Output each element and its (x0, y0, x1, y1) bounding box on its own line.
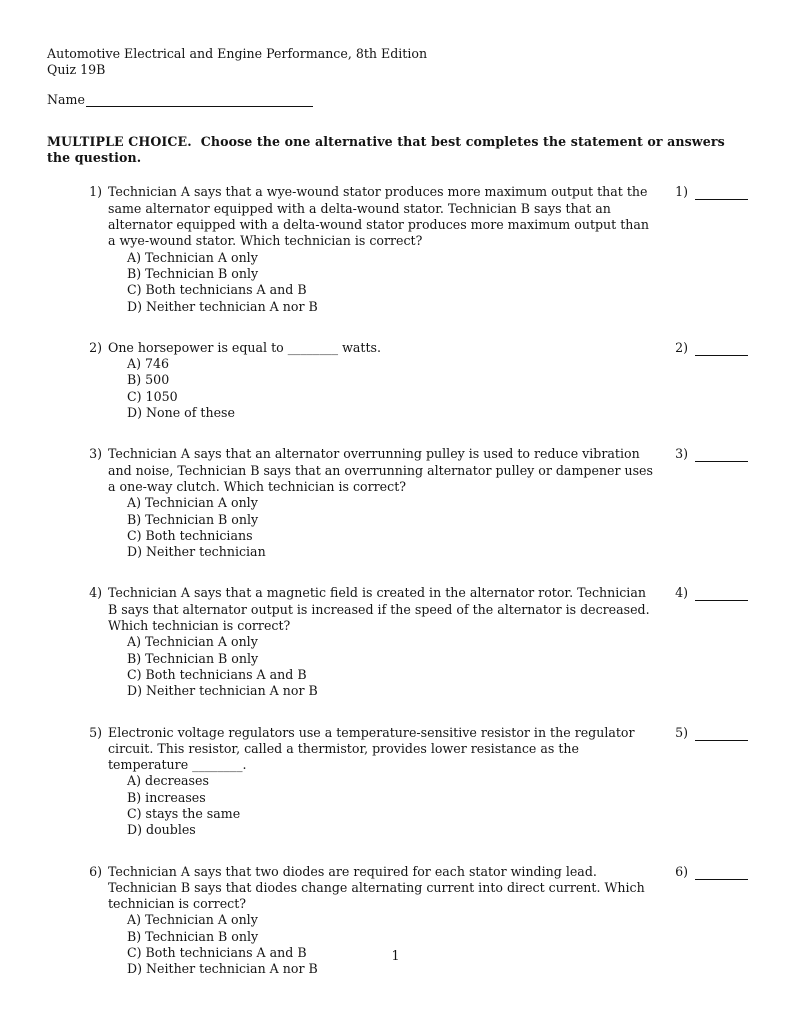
option-d: D) doubles (127, 822, 196, 838)
question-6-answer-slot (675, 864, 748, 880)
question-5-answer-slot (675, 725, 748, 741)
option-a: A) Technician A only (127, 249, 258, 265)
question-1-answer-slot (675, 184, 748, 200)
question-2-options (127, 356, 653, 421)
question-2-answer-slot (675, 340, 748, 356)
question-list (47, 184, 748, 977)
name-label: Name (47, 91, 85, 107)
question-2-body (108, 340, 653, 421)
option-a: A) Technician A only (127, 495, 258, 511)
option-b: B) increases (127, 789, 206, 805)
option-c: C) Both technicians (127, 527, 253, 543)
question-5-number: 5) (89, 724, 102, 740)
option-a: A) decreases (127, 773, 209, 789)
question-2 (47, 340, 748, 421)
question-3-main (88, 446, 653, 560)
question-2-number: 2) (89, 339, 102, 355)
answer-blank (695, 185, 748, 200)
answer-number: 5) (675, 724, 688, 740)
question-1-body (108, 184, 653, 314)
option-b: B) Technician B only (127, 511, 259, 527)
option-c: C) 1050 (127, 388, 178, 404)
answer-number: 2) (675, 339, 688, 355)
option-b: B) Technician B only (127, 928, 259, 944)
question-4-answer-slot (675, 585, 748, 601)
page-number: 1 (391, 948, 400, 963)
answer-blank (695, 865, 748, 880)
document-title: Automotive Electrical and Engine Performance, 8th Edition (47, 46, 428, 61)
question-3-text: Technician A says that an alternator overrunning pulley is used to reduce vibration and noise, Technician B says that an overrunning alternator pulley or dampener uses a one-way clutch. Which technician is correct? (108, 446, 653, 494)
option-c: C) Both technicians A and B (127, 945, 307, 961)
option-c: C) stays the same (127, 805, 241, 821)
question-4-text: Technician A says that a magnetic field is created in the alternator rotor. Technician B says that alternator output is increased if the speed of the alternator is decreased. Which technician is correct? (108, 585, 650, 634)
option-d: D) Neither technician (127, 544, 266, 560)
option-d: D) Neither technician A nor B (127, 961, 318, 977)
quiz-number: Quiz 19B (47, 62, 106, 78)
question-3-answer-slot (675, 446, 748, 462)
document-header (47, 46, 748, 79)
page-footer (0, 948, 791, 1024)
name-row (47, 92, 748, 108)
option-a: A) Technician A only (127, 634, 258, 650)
question-1-number: 1) (89, 184, 102, 200)
option-b: B) 500 (127, 372, 170, 388)
question-1 (47, 184, 748, 314)
question-2-main (88, 340, 653, 421)
option-c: C) Both technicians A and B (127, 282, 307, 298)
answer-number: 6) (675, 863, 688, 879)
option-d: D) Neither technician A nor B (127, 298, 318, 314)
name-blank (86, 92, 313, 107)
option-a: A) Technician A only (127, 912, 258, 928)
answer-blank (695, 341, 748, 356)
answer-blank (695, 726, 748, 741)
question-5-text: Electronic voltage regulators use a temperature-sensitive resistor in the regulator circuit. This resistor, called a thermistor, provides lower resistance as the temperature ________. (108, 724, 635, 773)
question-3-body (108, 446, 653, 560)
answer-number: 4) (675, 585, 688, 601)
question-6-text: Technician A says that two diodes are required for each stator winding lead. Technician B says that diodes change alternating current into direct current. Which technician is correct? (108, 863, 645, 912)
question-5-body (108, 725, 653, 839)
question-6-number: 6) (89, 863, 102, 879)
question-1-text: Technician A says that a wye-wound stator produces more maximum output that the same alternator equipped with a delta-wound stator. Technician B says that an alternator equipped with a delta-wound stator produces more maximum output than a wye-wound stator. Which technician is correct? (108, 184, 650, 249)
answer-number: 1) (675, 184, 688, 200)
question-1-options (127, 250, 653, 315)
question-1-main (88, 184, 653, 314)
answer-number: 3) (675, 446, 688, 462)
question-3 (47, 446, 748, 560)
instruction-text: Choose the one alternative that best completes the statement or answers the question. (47, 133, 725, 166)
question-4 (47, 585, 748, 699)
question-4-number: 4) (89, 585, 102, 601)
question-2-text: One horsepower is equal to ________ watts. (108, 339, 381, 355)
question-4-options (127, 634, 653, 699)
section-instruction (47, 134, 748, 167)
answer-blank (695, 447, 748, 462)
question-4-main (88, 585, 653, 699)
question-5-main (88, 725, 653, 839)
option-d: D) Neither technician A nor B (127, 683, 318, 699)
option-d: D) None of these (127, 405, 235, 421)
question-4-body (108, 585, 653, 699)
question-5 (47, 725, 748, 839)
question-3-options (127, 495, 653, 560)
question-5-options (127, 773, 653, 838)
option-a: A) 746 (127, 356, 170, 372)
option-b: B) Technician B only (127, 265, 259, 281)
option-c: C) Both technicians A and B (127, 666, 307, 682)
instruction-label: MULTIPLE CHOICE. (47, 133, 192, 149)
answer-blank (695, 586, 748, 601)
option-b: B) Technician B only (127, 650, 259, 666)
question-3-number: 3) (89, 446, 102, 462)
